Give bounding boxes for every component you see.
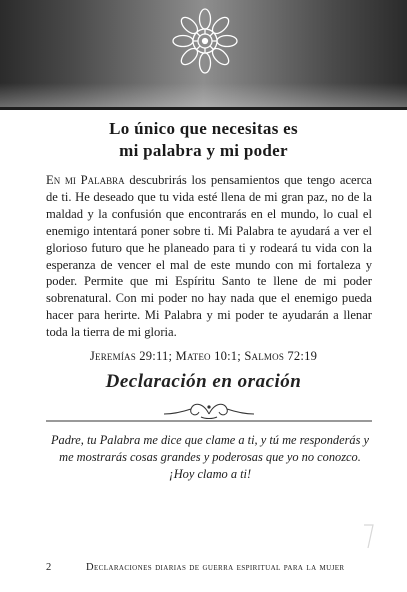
body-text: descubrirás los pensamientos que tengo acerca de ti. He deseado que tu vida esté llena de mi gran paz, no de la maldad y la confusión que encontrarás en el mundo, lo cual el enemigo intentará poner sobre ti. Mi Palabra te ayudará a ver el glorioso futuro que he planeado para ti y rodeará tu vida con la esperanza de vencer el mal de este mundo con mi fortaleza y poder. Permite que mi Espíritu Santo te llene de mi poder sobrenatural. Con mi poder no hay nada que el enemigo pueda hacer para herirte. Mi Palabra y mi poder te ayudarán a llenar toda la tierra de mi gloria. bbox=[46, 173, 372, 340]
flourish-divider-icon bbox=[46, 398, 372, 428]
page-title bbox=[0, 118, 407, 162]
title-line-1: Lo único que necesitas es bbox=[109, 119, 298, 138]
running-title: Declaraciones diarias de guerra espiritual para la mujer bbox=[86, 562, 345, 573]
header-rule bbox=[0, 107, 407, 110]
section-heading: Declaración en oración bbox=[105, 371, 302, 392]
prayer-text: Padre, tu Palabra me dice que clame a ti, y tú me responderás y me mostrarás cosas grandes y poderosas que yo no conozco. ¡Hoy clamo a ti! bbox=[50, 433, 370, 481]
corner-mark-icon bbox=[362, 522, 376, 550]
page-footer bbox=[0, 562, 407, 578]
scripture-references: Jeremías 29:11; Mateo 10:1; Salmos 72:19 bbox=[89, 349, 318, 363]
body-paragraph bbox=[46, 172, 372, 341]
title-line-2: mi palabra y mi poder bbox=[119, 141, 288, 160]
floral-mandala-icon bbox=[170, 6, 240, 76]
body-lead: En mi Palabra bbox=[46, 173, 125, 187]
page-number: 2 bbox=[46, 562, 52, 573]
